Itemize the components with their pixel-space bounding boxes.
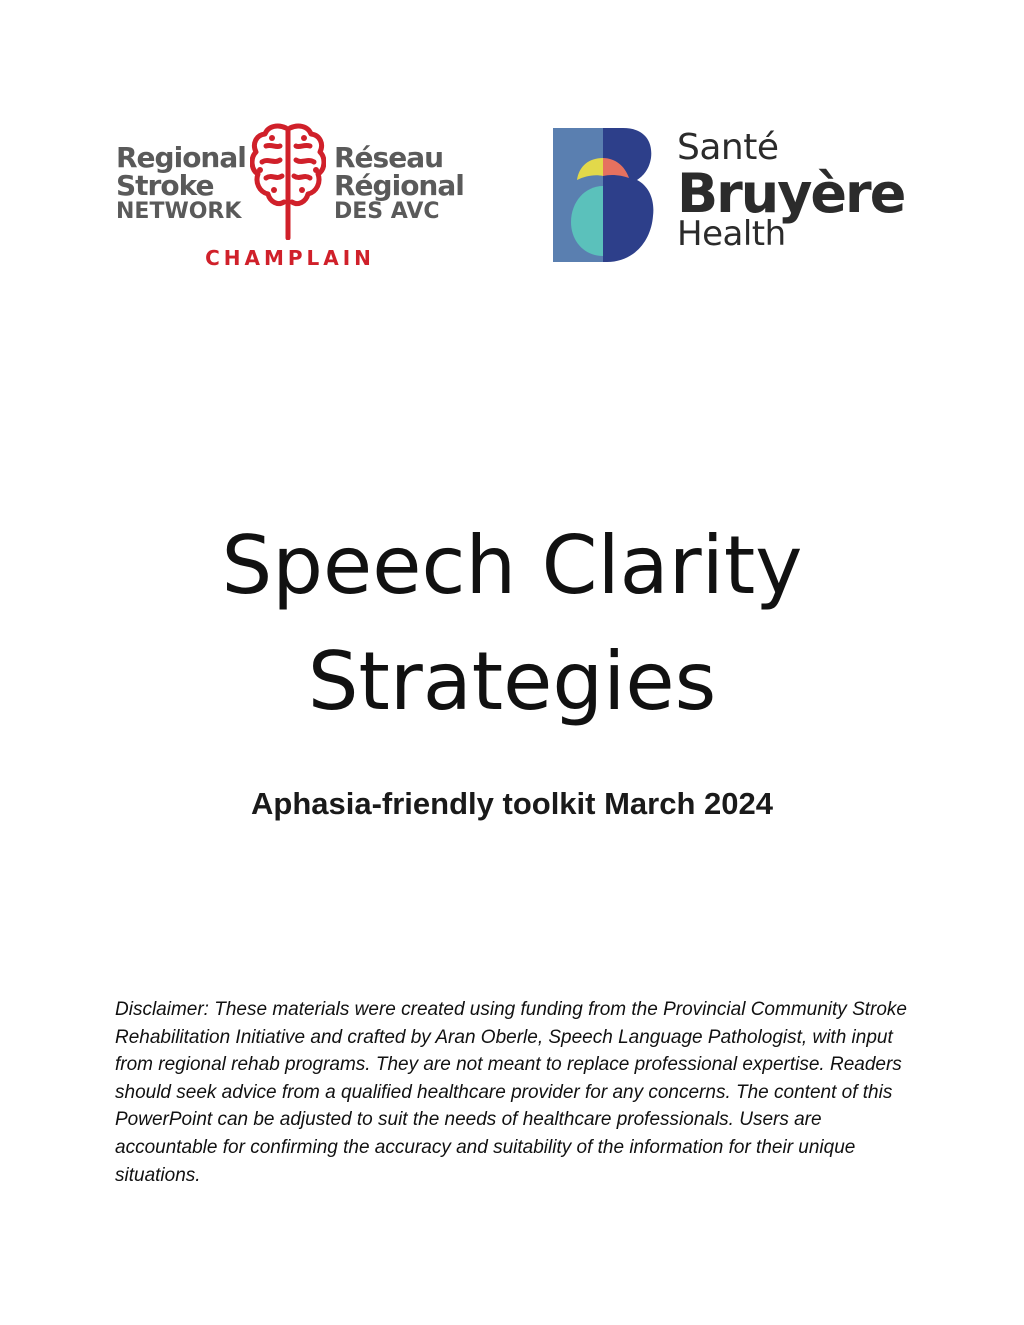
rsn-line-regional: Regional: [116, 141, 246, 174]
bruyere-b-mark-icon: [553, 128, 655, 262]
document-title: [0, 508, 1024, 740]
title-line-2: Strategies: [307, 635, 717, 728]
sbh-bruyere-text: Bruyère: [677, 162, 905, 225]
sbh-health-text: Health: [677, 214, 786, 254]
title-line-1: Speech Clarity: [221, 519, 803, 612]
regional-stroke-network-logo: [116, 122, 462, 272]
rsn-english-name: [116, 141, 246, 224]
rsn-line-reseau: Réseau: [334, 141, 444, 174]
rsn-line-stroke: Stroke: [116, 169, 214, 202]
brain-icon: [250, 122, 326, 240]
rsn-line-des-avc: DES AVC: [334, 199, 440, 224]
document-subtitle: Aphasia-friendly toolkit March 2024: [251, 786, 773, 821]
rsn-region-label: CHAMPLAIN: [205, 246, 375, 270]
sante-bruyere-health-logo: [553, 128, 925, 268]
disclaimer-text: Disclaimer: These materials were created using funding from the Provincial Community Stroke Rehabilitation Initiative and crafted by Aran Oberle, Speech Language Pathologist, with input from regional rehab programs. They are not meant to replace professional expertise. Readers should seek advice from a qualified healthcare provider for any concerns. The content of this PowerPoint can be adjusted to suit the needs of healthcare professionals. Users are accountable for confirming the accuracy and suitability of the information for their unique situations.: [115, 999, 907, 1186]
rsn-line-network: NETWORK: [116, 199, 242, 224]
rsn-french-name: [334, 141, 464, 224]
rsn-line-regional-fr: Régional: [334, 169, 464, 202]
sbh-wordmark: [677, 128, 904, 252]
sbh-sante-text: Santé: [677, 127, 779, 168]
